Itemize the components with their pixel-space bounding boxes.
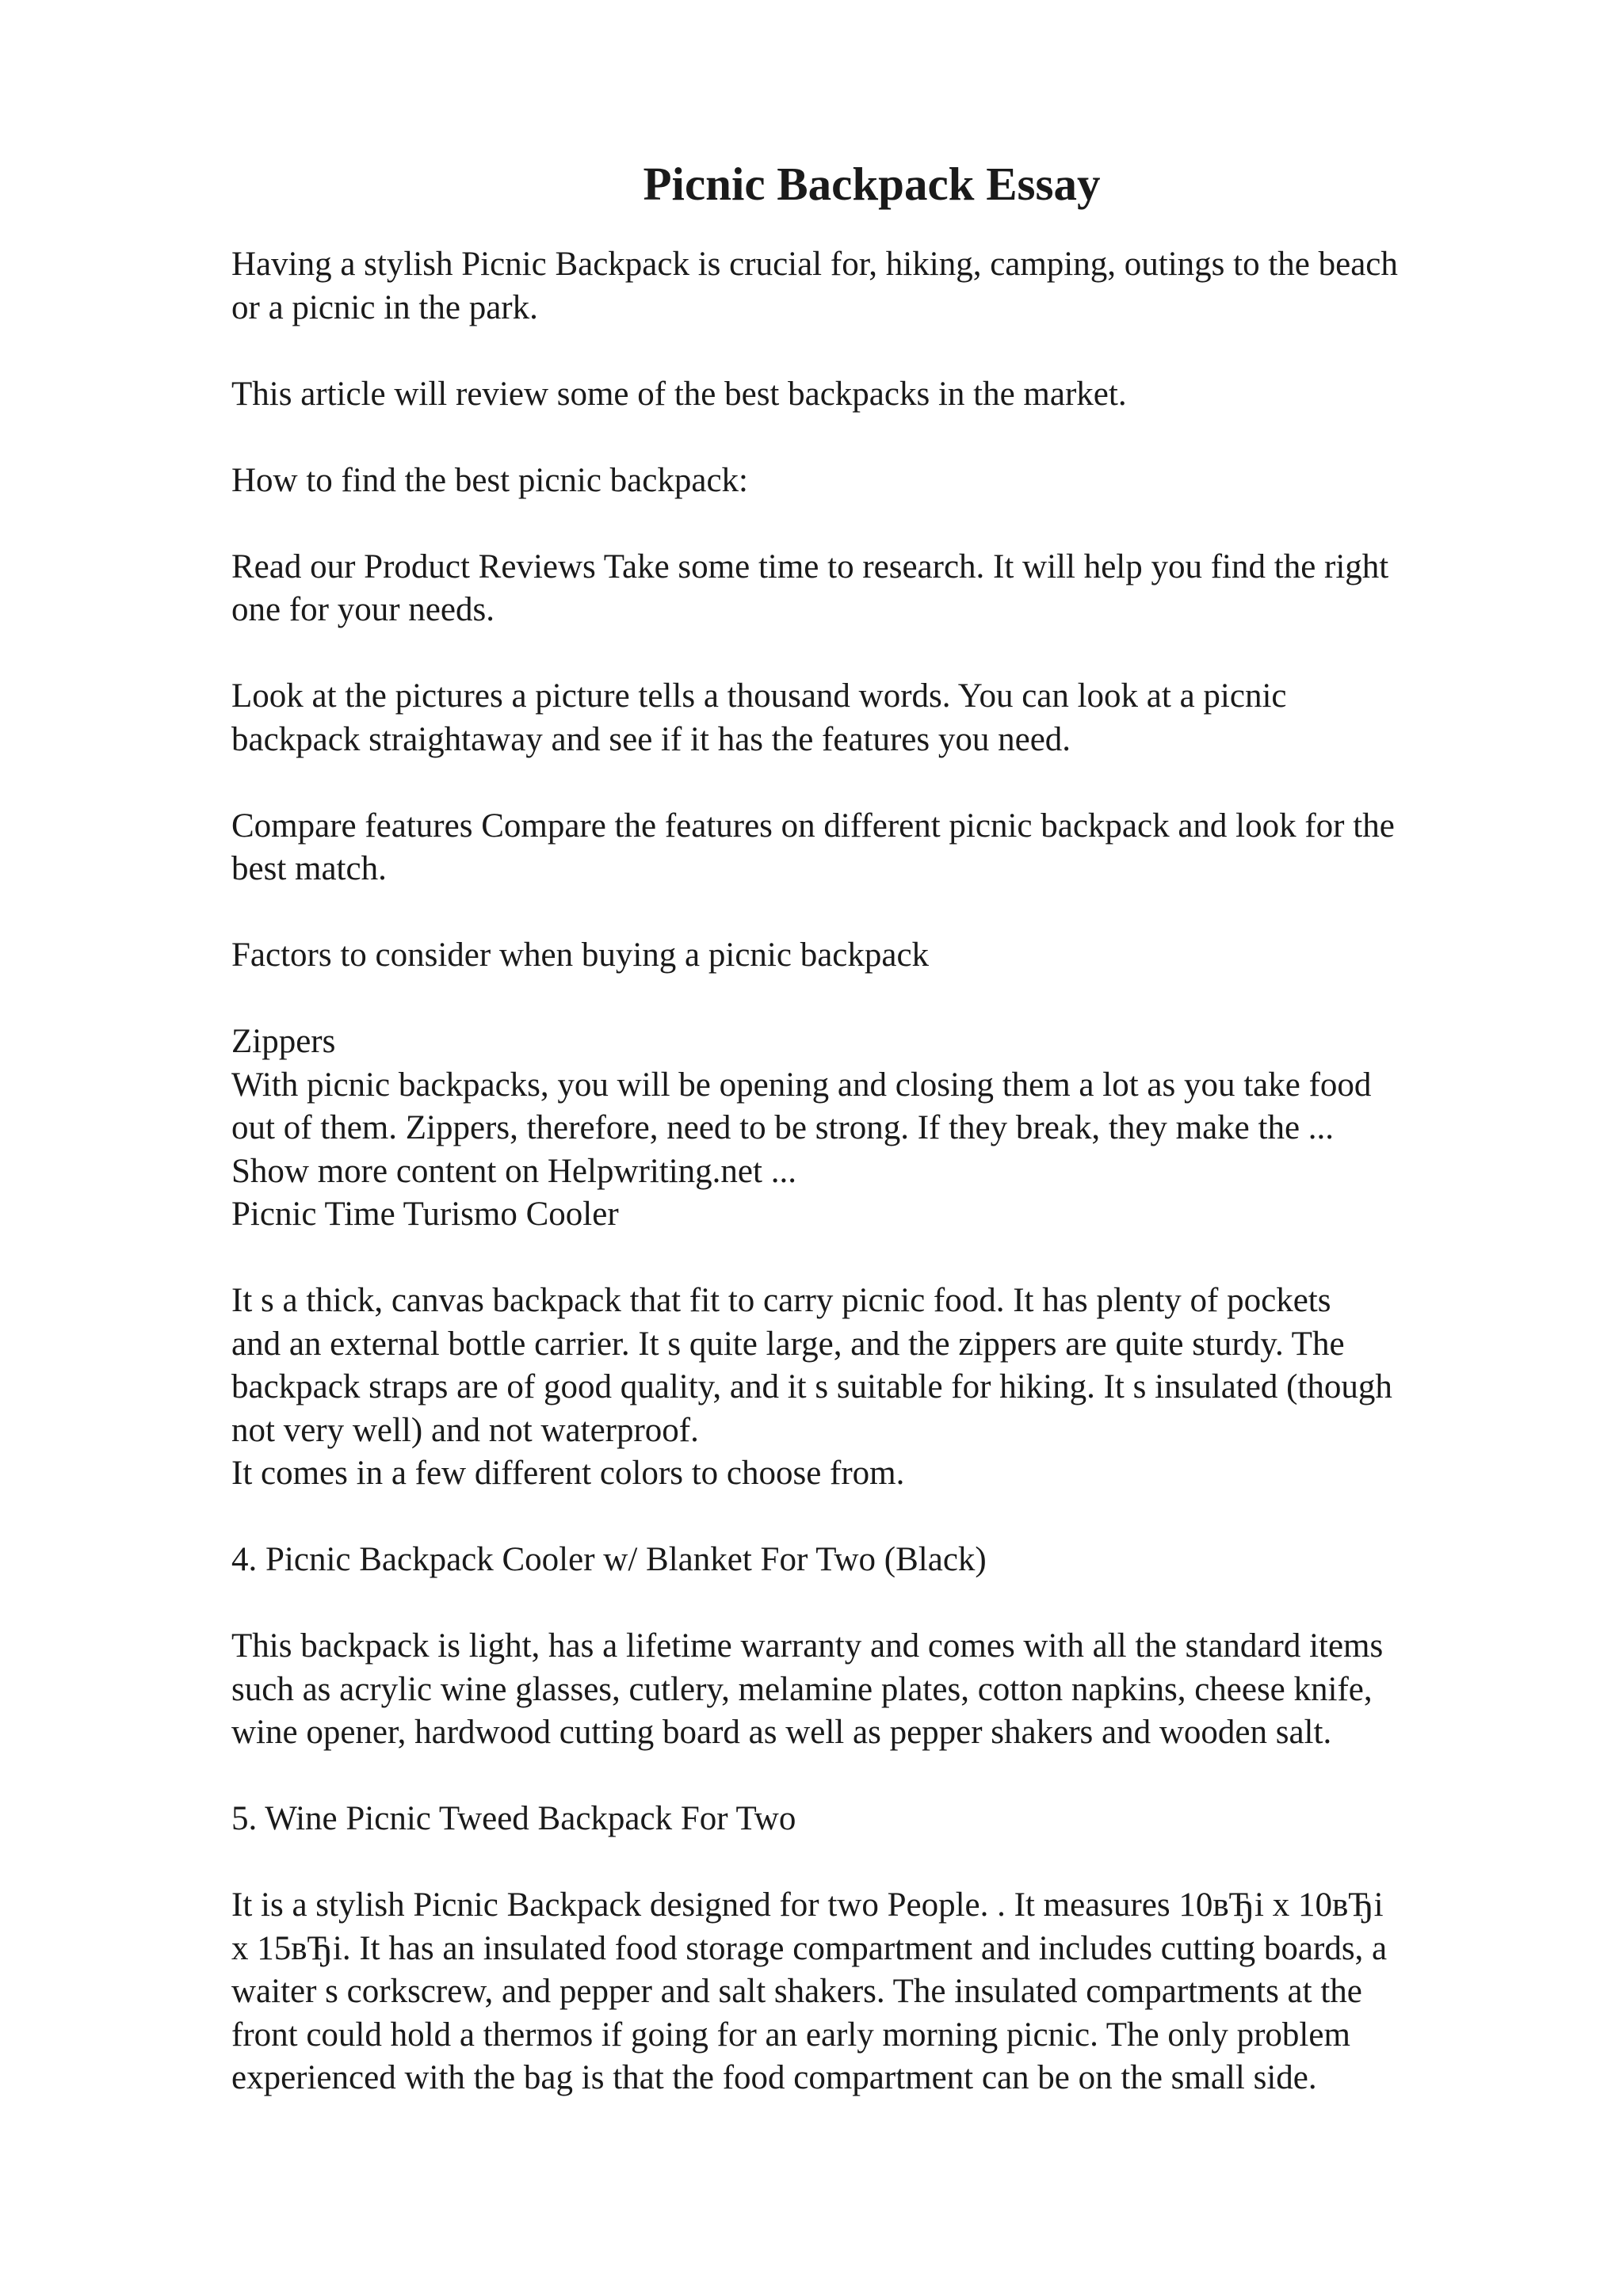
text-line: backpack straightaway and see if it has the features you need. bbox=[231, 720, 1071, 758]
paragraph bbox=[231, 243, 1515, 330]
paragraph bbox=[231, 546, 1515, 632]
paragraph bbox=[231, 1798, 1515, 1841]
text-line: backpack straps are of good quality, and it s suitable for hiking. It s insulated (though bbox=[231, 1368, 1392, 1405]
text-line: Look at the pictures a picture tells a thousand words. You can look at a picnic bbox=[231, 677, 1287, 715]
text-line: It comes in a few different colors to choose from. bbox=[231, 1455, 905, 1492]
text-line: Factors to consider when buying a picnic backpack bbox=[231, 936, 930, 974]
text-line: 4. Picnic Backpack Cooler w/ Blanket For Two (Black) bbox=[231, 1541, 987, 1578]
text-line: waiter s corkscrew, and pepper and salt shakers. The insulated compartments at the bbox=[231, 1973, 1362, 2010]
text-line: front could hold a thermos if going for an early morning picnic. The only problem bbox=[231, 2016, 1350, 2054]
document-title: Picnic Backpack Essay bbox=[643, 158, 1101, 210]
paragraph bbox=[231, 675, 1515, 761]
paragraph bbox=[231, 1280, 1515, 1496]
paragraph bbox=[231, 805, 1515, 891]
text-line: Having a stylish Picnic Backpack is crucial for, hiking, camping, outings to the beach bbox=[231, 246, 1398, 283]
text-line: and an external bottle carrier. It s quite large, and the zippers are quite sturdy. The bbox=[231, 1325, 1345, 1363]
paragraph bbox=[231, 1020, 1515, 1237]
text-line: It is a stylish Picnic Backpack designed for two People. . It measures 10вЂі x 10вЂі bbox=[231, 1886, 1384, 1924]
text-line: Compare features Compare the features on different picnic backpack and look for the bbox=[231, 807, 1395, 845]
text-line: 5. Wine Picnic Tweed Backpack For Two bbox=[231, 1800, 796, 1837]
text-line: best match. bbox=[231, 850, 387, 887]
text-line: This article will review some of the best backpacks in the market. bbox=[231, 375, 1127, 413]
text-line: wine opener, hardwood cutting board as well as pepper shakers and wooden salt. bbox=[231, 1714, 1332, 1751]
text-line: Zippers bbox=[231, 1023, 336, 1060]
text-line: How to find the best picnic backpack: bbox=[231, 461, 748, 499]
paragraph bbox=[231, 1884, 1515, 2100]
text-line: Read our Product Reviews Take some time to research. It will help you find the right bbox=[231, 547, 1389, 585]
paragraph bbox=[231, 934, 1515, 978]
text-line: x 15вЂі. It has an insulated food storage compartment and includes cutting boards, a bbox=[231, 1929, 1388, 1967]
paragraph bbox=[231, 460, 1515, 503]
text-line: Show more content on Helpwriting.net ... bbox=[231, 1152, 796, 1190]
text-line: out of them. Zippers, therefore, need to be strong. If they break, they make the ... bbox=[231, 1109, 1335, 1146]
text-line: such as acrylic wine glasses, cutlery, melamine plates, cotton napkins, cheese knife, bbox=[231, 1670, 1373, 1708]
text-line: It s a thick, canvas backpack that fit to carry picnic food. It has plenty of pockets bbox=[231, 1282, 1331, 1319]
text-line: This backpack is light, has a lifetime warranty and comes with all the standard items bbox=[231, 1627, 1384, 1665]
paragraph bbox=[231, 1539, 1515, 1582]
text-line: With picnic backpacks, you will be opening and closing them a lot as you take food bbox=[231, 1066, 1372, 1104]
text-line: or a picnic in the park. bbox=[231, 288, 538, 326]
text-line: not very well) and not waterproof. bbox=[231, 1411, 699, 1449]
text-line: one for your needs. bbox=[231, 591, 495, 628]
text-line: Picnic Time Turismo Cooler bbox=[231, 1196, 619, 1233]
document-body bbox=[231, 243, 1515, 2143]
paragraph bbox=[231, 373, 1515, 417]
paragraph bbox=[231, 1625, 1515, 1755]
text-line: experienced with the bag is that the food compartment can be on the small side. bbox=[231, 2059, 1317, 2096]
